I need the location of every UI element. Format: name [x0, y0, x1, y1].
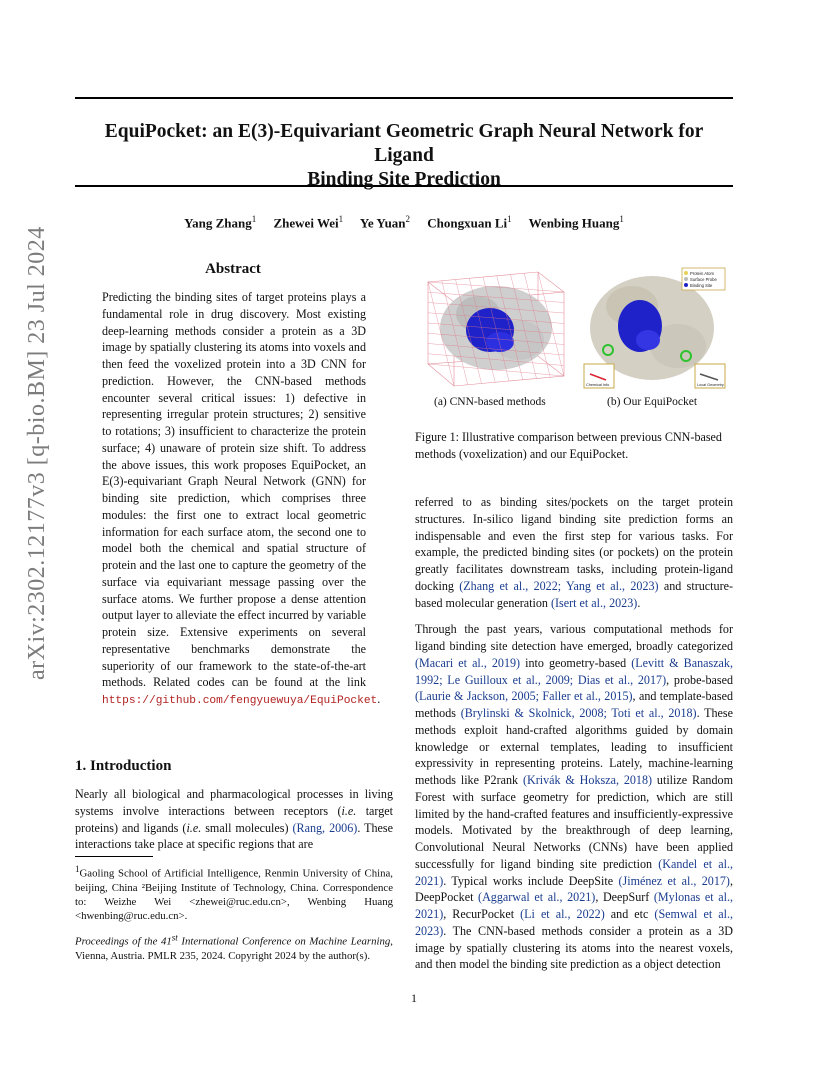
body-text: . The CNN-based methods consider a protein as a 3D image by spatially clustering its atoms into the nearest voxels, and then model the binding site prediction as a object detection — [415, 923, 733, 972]
author-name: Zhewei Wei — [273, 215, 339, 231]
body-text: . These methods exploit hand-crafted algorithms guided by domain knowledge or external templates, leading to insufficient expressivity in representing proteins. Lately, machine-learning methods like P2rank — [415, 706, 733, 787]
affiliation-footnote — [75, 862, 393, 923]
abstract-heading: Abstract — [205, 261, 261, 277]
abstract-body: Predicting the binding sites of target proteins plays a fundamental role in drug discovery. Most existing deep-learning methods consider a protein as a 3D image by spatially clustering its atoms into voxels and then feed the voxelized protein into a 3D CNN for prediction. However, the CNN-based methods encounter several critical issues: 1) defective in representing irregular protein structures; 2) sensitive to rotations; 3) insufficient to characterize the protein surface; 4) unaware of protein size shift. To address the above issues, this work proposes EquiPocket, an E(3)-equivariant Graph Neural Network (GNN) for binding site prediction, which comprises three modules: the first one to extract local geometric information for each surface atom, the second one to model both the chemical and spatial structure of protein and the last one to capture the geometry of the surface via equivariant message passing over the surface atoms. We further propose a dense attention output layer to alleviate the effect incurred by variable protein size. Extensive experiments on several representative benchmarks demonstrate the superiority of our framework to the state-of-the-art methods. Related codes can be found at the link https://github.com/fengyuewuya/EquiPocket. — [102, 290, 381, 707]
citation-link[interactable]: (Li et al., 2022) — [520, 907, 605, 921]
body-text: , and template-based methods — [415, 689, 733, 720]
intro-text: Nearly all biological and pharmacological processes in living systems involve interactions between receptors ( — [75, 787, 393, 818]
right-column-text — [415, 494, 733, 983]
proceedings-number: 41 — [160, 935, 172, 948]
body-text: referred to as binding sites/pockets on the target protein structures. In-silico ligand binding site prediction forms an indispensable and even the first step for various tasks. For example, the predicted binding sites (or pockets) on the protein greatly facilitates downstream tasks, including protein-ligand docking — [415, 495, 733, 593]
legend-binding-site: Binding Site — [690, 283, 713, 288]
intro-text: target proteins) and ligands ( — [75, 803, 394, 835]
citation-link[interactable]: (Laurie & Jackson, 2005; Faller et al., 2015) — [415, 689, 633, 704]
citation-link[interactable]: (Kandel et al., 2021) — [415, 856, 733, 888]
citation-link[interactable]: (Macari et al., 2019) — [415, 655, 521, 670]
body-text: , probe-based — [666, 672, 733, 687]
body-text: into geometry-based — [520, 655, 632, 670]
title-line-1: EquiPocket: an E(3)-Equivariant Geometric Graph Neural Network for Ligand — [104, 121, 704, 166]
code-link[interactable]: https://github.com/fengyuewuya/EquiPocket — [102, 695, 378, 707]
page-number: 1 — [411, 991, 417, 1005]
citation-link[interactable]: (Aggarwal et al., 2021) — [478, 890, 596, 905]
author-name: Wenbing Huang — [528, 215, 620, 231]
intro-paragraph-right-2 — [415, 621, 733, 973]
figure-1a-image — [418, 268, 568, 390]
citation-link[interactable]: (Mylonas et al., 2021) — [415, 890, 733, 921]
title-rule-top — [75, 97, 733, 99]
abstract-text: Predicting the binding sites of target proteins plays a fundamental role in drug discovery. Most existing deep-learning methods consider a protein as a 3D image by spatially clustering its atoms into voxels and then feed the voxelized protein into a 3D CNN for prediction. However, the CNN-based methods encounter several critical issues: 1) defective in representing irregular protein structures; 2) sensitive to rotations; 3) insufficient to characterize the protein surface; 4) unaware of protein size shift. To address the above issues, this work proposes EquiPocket, an E(3)-equivariant Graph Neural Network (GNN) for binding site prediction, which comprises three modules: the first one to extract local geometric information for each surface atom, the second one to model both the chemical and spatial structure of protein and the last one to capture the geometry of the surface via equivariant message passing over the surface atoms. We further propose a dense attention output layer to alleviate the effect incurred by variable protein size. Extensive experiments on several representative benchmarks demonstrate the superiority of our framework to the state-of-the-art methods. Related codes can be found at the link — [102, 290, 366, 690]
citation-link[interactable]: (Brylinski & Skolnick, 2008; Toti et al., 2018) — [460, 706, 697, 720]
legend-protein-atom: Protein Atom — [690, 271, 714, 276]
citation-link[interactable]: (Isert et al., 2023) — [551, 595, 638, 610]
footnote-text: Gaoling School of Artificial Intelligence, Renmin University of China, beijing, China ²Beijing Institute of Technology, China. Correspondence to: Weizhe Wei <zhewei@ruc.edu.cn>, Wenbing Huang <hwenbing@ruc.edu.cn>. — [75, 867, 393, 922]
citation-link[interactable]: (Rang, 2006) — [292, 820, 358, 835]
proceedings-sup: st — [171, 932, 178, 942]
body-text: , RecurPocket — [443, 907, 521, 921]
paper-title — [75, 120, 733, 192]
arxiv-identifier: arXiv:2302.12177v3 [q-bio.BM] 23 Jul 2024 — [24, 226, 50, 680]
inset-chemical-info: Chemical Info — [586, 383, 610, 387]
footnote-mark: 1 — [75, 864, 80, 874]
intro-paragraph — [75, 786, 393, 853]
intro-text: . These interactions take place at specific regions that are — [75, 820, 393, 852]
figure-1b-image — [582, 266, 727, 390]
intro-paragraph-right-1 — [415, 494, 733, 611]
inset-local-geometry: Local Geometry — [697, 383, 724, 387]
citation-link[interactable]: (Zhang et al., 2022; Yang et al., 2023) — [459, 578, 659, 593]
body-text: , DeepPocket — [415, 873, 733, 905]
body-text: . Typical works include DeepSite — [443, 873, 619, 888]
affiliation-mark: 1 — [338, 214, 344, 224]
body-text: . — [637, 595, 641, 610]
proceedings-text: , Vienna, Austria. PMLR 235, 2024. Copyright 2024 by the author(s). — [75, 935, 393, 963]
proceedings-text: International Conference on Machine Learning — [177, 935, 391, 948]
proceedings-text: Proceedings of the — [75, 935, 161, 948]
body-text: and structure-based molecular generation — [415, 578, 733, 610]
author-name: Ye Yuan — [359, 215, 406, 231]
author-name: Chongxuan Li — [427, 215, 508, 231]
author-list — [75, 214, 733, 231]
citation-link[interactable]: (Krivák & Hoksza, 2018) — [522, 773, 653, 787]
subcaption-b: (b) Our EquiPocket — [607, 396, 698, 408]
title-line-2: Binding Site Prediction — [307, 169, 501, 190]
citation-link[interactable]: (Levitt & Banaszak, 1992; Le Guilloux et al., 2009; Dias et al., 2017) — [415, 655, 733, 687]
body-text: Through the past years, various computational methods for ligand binding site detection have emerged, broadly categorized — [415, 622, 733, 653]
body-text: , DeepSurf — [595, 890, 654, 905]
footnote-rule — [75, 856, 153, 857]
affiliation-mark: 1 — [619, 214, 624, 224]
figure-caption: Figure 1: Illustrative comparison between previous CNN-based methods (voxelization) and our EquiPocket. — [415, 430, 722, 461]
section-heading: 1. Introduction — [75, 758, 172, 774]
intro-text: i.e. — [341, 803, 357, 818]
citation-link[interactable]: (Jiménez et al., 2017) — [618, 873, 730, 888]
body-text: and etc — [604, 907, 655, 921]
author-name: Yang Zhang — [184, 215, 252, 231]
citation-link[interactable]: (Semwal et al., 2023) — [415, 907, 733, 938]
proceedings-note — [75, 930, 393, 964]
intro-text: i.e. — [186, 820, 202, 835]
subcaption-a: (a) CNN-based methods — [434, 396, 546, 408]
affiliation-mark: 2 — [405, 214, 411, 224]
legend-surface-probe: Surface Probe — [690, 277, 717, 282]
body-text: utilize Random Forest with surface geometry for prediction, which are still limited by the hand-crafted features and insufficiently-expressive models. Motivated by the breakthrough of deep learning, Convolutional Neural Networks (CNNs) have been applied successfully for ligand binding site prediction — [415, 773, 733, 871]
affiliation-mark: 1 — [507, 214, 512, 224]
affiliation-mark: 1 — [251, 214, 257, 224]
intro-text: small molecules) — [201, 820, 293, 835]
